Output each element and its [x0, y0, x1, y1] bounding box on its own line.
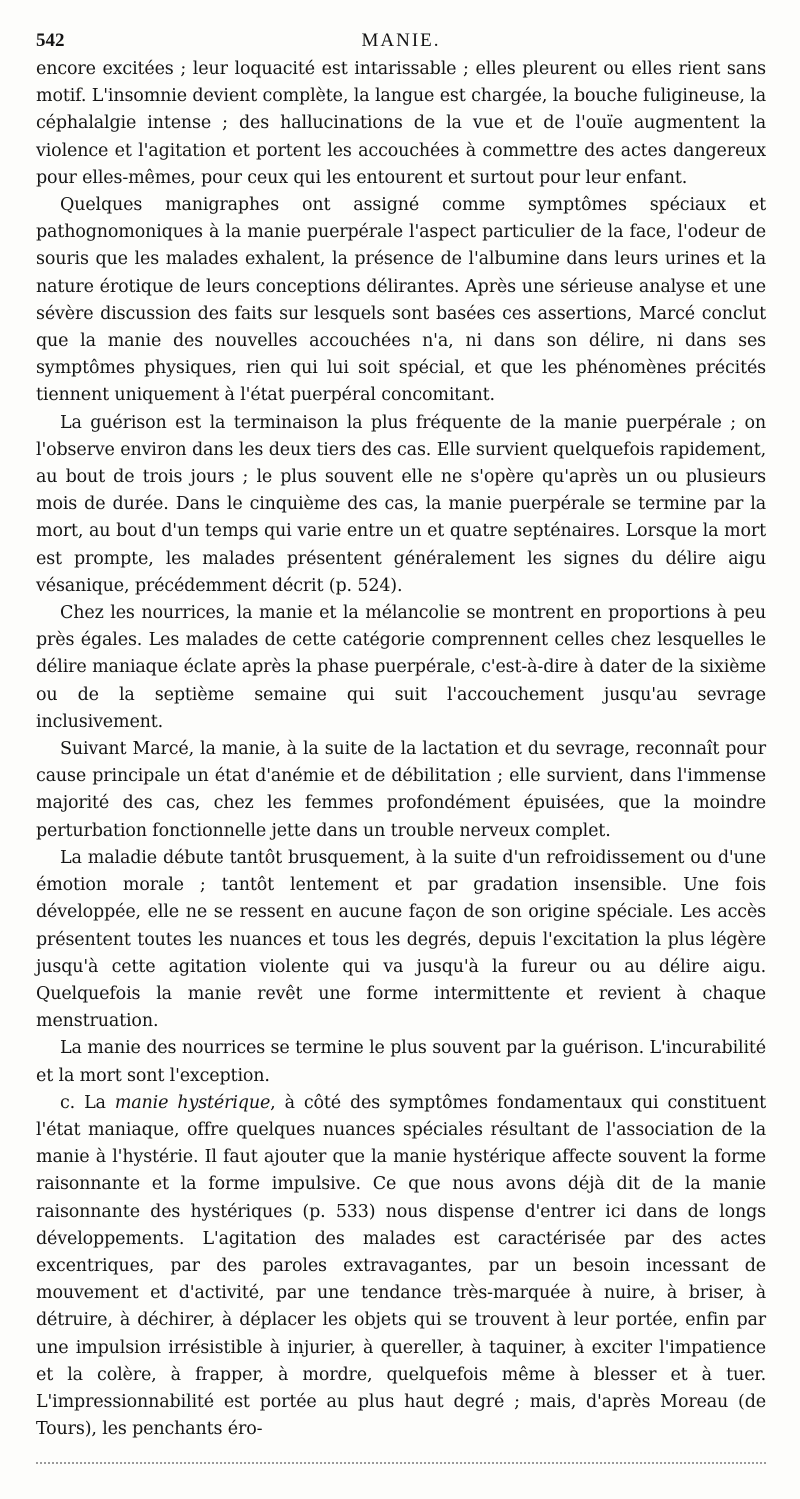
book-page — [36, 30, 766, 1443]
paragraph-6: La maladie débute tantôt brusquement, à la suite d'un refroidissement ou d'une émotion morale ; tantôt lentement et par gradation insensible. Une fois développée, elle ne se ressent en aucune façon de son origine spéciale. Les accès présentent toutes les nuances et tous les degrés, depuis l'excitation la plus légère jusqu'à cette agitation violente qui va jusqu'à la fureur ou au délire aigu. Quelquefois la manie revêt une forme intermittente et revient à chaque menstruation. — [36, 847, 766, 1032]
paragraph-8-text: , à côté des symptômes fondamentaux qui constituent l'état maniaque, offre quelques nuances spéciales résultant de l'association de la manie à l'hystérie. Il faut ajouter que la manie hystérique affecte souvent la forme raisonnante et la forme impulsive. Ce que nous avons déjà dit de la manie raisonnante des hystériques (p. 533) nous dispense d'entrer ici dans de longs développements. L'agitation des malades est caractérisée par des actes excentriques, par des paroles extravagantes, par un besoin incessant de mouvement et d'activité, par une tendance très-marquée à nuire, à briser, à détruire, à déchirer, à déplacer les objets qui se trouvent à leur portée, enfin par une impulsion irrésistible à injurier, à quereller, à taquiner, à exciter l'impatience et la colère, à frapper, à mordre, quelquefois même à blesser et à tuer. L'impressionnabilité est portée au plus haut degré ; mais, d'après Moreau (de Tours), les penchants éro- — [36, 1092, 766, 1440]
paragraph-4: Chez les nourrices, la manie et la mélancolie se montrent en proportions à peu près égales. Les malades de cette catégorie comprennent celles chez lesquelles le délire maniaque éclate après la phase puerpérale, c'est-à-dire à dater de la sixième ou de la septième semaine qui suit l'accouchement jusqu'au sevrage inclusivement. — [36, 603, 766, 732]
paragraph-3: La guérison est la terminaison la plus fréquente de la manie puerpérale ; on l'observe environ dans les deux tiers des cas. Elle survient quelquefois rapidement, au bout de trois jours ; le plus souvent elle ne s'opère qu'après un ou plusieurs mois de durée. Dans le cinquième des cas, la manie puerpérale se termine par la mort, au bout d'un temps qui varie entre un et quatre septénaires. Lorsque la mort est prompte, les malades présentent généralement les signes du délire aigu vésanique, précédemment décrit (p. 524). — [36, 412, 766, 596]
paragraph-5: Suivant Marcé, la manie, à la suite de la lactation et du sevrage, reconnaît pour cause principale un état d'anémie et de débilitation ; elle survient, dans l'immense majorité des cas, chez les femmes profondément épuisées, que la moindre perturbation fonctionnelle jette dans un trouble nerveux complet. — [36, 739, 766, 841]
paragraph-8 — [36, 1090, 766, 1444]
body-text — [36, 56, 766, 1443]
page-number: 542 — [36, 30, 65, 51]
paragraph-8-lead: c. La — [60, 1092, 115, 1113]
running-head: MANIE. — [361, 30, 441, 51]
paragraph-2: Quelques manigraphes ont assigné comme symptômes spéciaux et pathognomoniques à la manie puerpérale l'aspect particulier de la face, l'odeur de souris que les malades exhalent, la présence de l'albumine dans leurs urines et la nature érotique de leurs conceptions délirantes. Après une sérieuse analyse et une sévère discussion des faits sur lesquels sont basées ces assertions, Marcé conclut que la manie des nouvelles accouchées n'a, ni dans son délire, ni dans ses symptômes physiques, rien qui lui soit spécial, et que les phénomènes précités tiennent uniquement à l'état puerpéral concomitant. — [36, 195, 766, 406]
paragraph-1: encore excitées ; leur loquacité est intarissable ; elles pleurent ou elles rient sans motif. L'insomnie devient complète, la langue est chargée, la bouche fuligineuse, la céphalalgie intense ; des hallucinations de la vue et de l'ouïe augmentent la violence et l'agitation et portent les accouchées à commettre des actes dangereux pour elles-mêmes, pour ceux qui les entourent et surtout pour leur enfant. — [36, 59, 766, 188]
page-header — [36, 30, 766, 56]
footer-dotted-rule — [36, 1462, 766, 1464]
paragraph-7: La manie des nourrices se termine le plus souvent par la guérison. L'incurabilité et la mort sont l'exception. — [36, 1038, 766, 1086]
paragraph-8-italic-term: manie hystérique — [114, 1092, 271, 1113]
